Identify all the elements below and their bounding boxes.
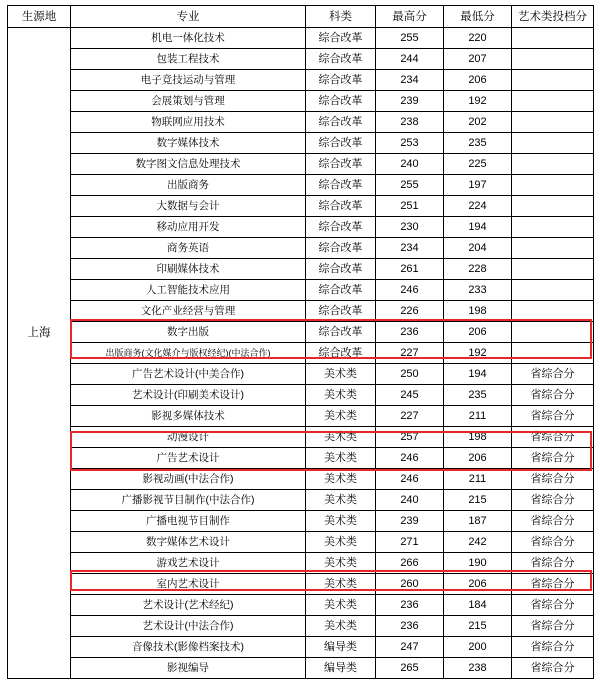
category-cell: 美术类 [306, 364, 376, 385]
art-score-cell [512, 70, 594, 91]
major-name-cell: 机电一体化技术 [71, 28, 306, 49]
lowest-score-cell: 206 [444, 574, 512, 595]
major-name-cell: 艺术设计(中法合作) [71, 616, 306, 637]
art-score-cell [512, 238, 594, 259]
header-region: 生源地 [8, 6, 71, 28]
lowest-score-cell: 184 [444, 595, 512, 616]
highest-score-cell: 246 [376, 448, 444, 469]
table-row [8, 154, 594, 175]
highest-score-cell: 260 [376, 574, 444, 595]
header-category: 科类 [306, 6, 376, 28]
table-row [8, 217, 594, 238]
lowest-score-cell: 202 [444, 112, 512, 133]
art-score-cell: 省综合分 [512, 406, 594, 427]
lowest-score-cell: 224 [444, 196, 512, 217]
lowest-score-cell: 220 [444, 28, 512, 49]
highest-score-cell: 234 [376, 238, 444, 259]
lowest-score-cell: 200 [444, 637, 512, 658]
category-cell: 美术类 [306, 553, 376, 574]
lowest-score-cell: 190 [444, 553, 512, 574]
art-score-cell [512, 91, 594, 112]
highest-score-cell: 227 [376, 343, 444, 364]
art-score-cell [512, 49, 594, 70]
art-score-cell: 省综合分 [512, 448, 594, 469]
category-cell: 美术类 [306, 532, 376, 553]
lowest-score-cell: 204 [444, 238, 512, 259]
table-header [8, 6, 594, 28]
table-row [8, 49, 594, 70]
table-row [8, 511, 594, 532]
highest-score-cell: 239 [376, 511, 444, 532]
table-row [8, 427, 594, 448]
major-name-cell: 文化产业经营与管理 [71, 301, 306, 322]
table-row [8, 70, 594, 91]
art-score-cell [512, 343, 594, 364]
art-score-cell: 省综合分 [512, 385, 594, 406]
category-cell: 综合改革 [306, 154, 376, 175]
table-row [8, 280, 594, 301]
major-name-cell: 出版商务(文化媒介与版权经纪)(中法合作) [71, 343, 306, 364]
art-score-cell: 省综合分 [512, 595, 594, 616]
table-row [8, 574, 594, 595]
lowest-score-cell: 194 [444, 364, 512, 385]
category-cell: 综合改革 [306, 217, 376, 238]
highest-score-cell: 257 [376, 427, 444, 448]
art-score-cell: 省综合分 [512, 364, 594, 385]
category-cell: 综合改革 [306, 133, 376, 154]
category-cell: 美术类 [306, 469, 376, 490]
major-name-cell: 音像技术(影像档案技术) [71, 637, 306, 658]
highest-score-cell: 240 [376, 490, 444, 511]
table-row [8, 133, 594, 154]
art-score-cell: 省综合分 [512, 469, 594, 490]
table-row [8, 112, 594, 133]
highest-score-cell: 230 [376, 217, 444, 238]
art-score-cell: 省综合分 [512, 532, 594, 553]
highest-score-cell: 245 [376, 385, 444, 406]
lowest-score-cell: 238 [444, 658, 512, 679]
art-score-cell [512, 196, 594, 217]
art-score-cell: 省综合分 [512, 553, 594, 574]
category-cell: 美术类 [306, 385, 376, 406]
highest-score-cell: 251 [376, 196, 444, 217]
major-name-cell: 室内艺术设计 [71, 574, 306, 595]
category-cell: 编导类 [306, 637, 376, 658]
lowest-score-cell: 187 [444, 511, 512, 532]
table-row [8, 658, 594, 679]
lowest-score-cell: 194 [444, 217, 512, 238]
category-cell: 综合改革 [306, 49, 376, 70]
category-cell: 编导类 [306, 658, 376, 679]
lowest-score-cell: 206 [444, 70, 512, 91]
category-cell: 综合改革 [306, 280, 376, 301]
art-score-cell: 省综合分 [512, 658, 594, 679]
major-name-cell: 出版商务 [71, 175, 306, 196]
major-name-cell: 艺术设计(艺术经纪) [71, 595, 306, 616]
lowest-score-cell: 192 [444, 343, 512, 364]
art-score-cell [512, 217, 594, 238]
category-cell: 美术类 [306, 595, 376, 616]
major-name-cell: 印刷媒体技术 [71, 259, 306, 280]
art-score-cell [512, 280, 594, 301]
major-name-cell: 大数据与会计 [71, 196, 306, 217]
lowest-score-cell: 235 [444, 385, 512, 406]
major-name-cell: 广播影视节目制作(中法合作) [71, 490, 306, 511]
highest-score-cell: 250 [376, 364, 444, 385]
lowest-score-cell: 242 [444, 532, 512, 553]
major-name-cell: 影视编导 [71, 658, 306, 679]
art-score-cell [512, 133, 594, 154]
table-row [8, 322, 594, 343]
lowest-score-cell: 215 [444, 616, 512, 637]
table-row [8, 343, 594, 364]
highest-score-cell: 255 [376, 175, 444, 196]
highest-score-cell: 234 [376, 70, 444, 91]
lowest-score-cell: 198 [444, 301, 512, 322]
table-row [8, 553, 594, 574]
region-cell: 上海 [8, 28, 71, 679]
lowest-score-cell: 233 [444, 280, 512, 301]
category-cell: 综合改革 [306, 196, 376, 217]
category-cell: 综合改革 [306, 175, 376, 196]
lowest-score-cell: 198 [444, 427, 512, 448]
art-score-cell [512, 322, 594, 343]
highest-score-cell: 236 [376, 595, 444, 616]
highest-score-cell: 266 [376, 553, 444, 574]
major-name-cell: 数字出版 [71, 322, 306, 343]
table-row [8, 238, 594, 259]
major-name-cell: 动漫设计 [71, 427, 306, 448]
highest-score-cell: 246 [376, 280, 444, 301]
table-row [8, 532, 594, 553]
art-score-cell [512, 112, 594, 133]
highest-score-cell: 226 [376, 301, 444, 322]
major-name-cell: 影视动画(中法合作) [71, 469, 306, 490]
table-row [8, 637, 594, 658]
category-cell: 综合改革 [306, 28, 376, 49]
admission-score-table [7, 5, 594, 679]
art-score-cell: 省综合分 [512, 427, 594, 448]
highest-score-cell: 236 [376, 616, 444, 637]
category-cell: 综合改革 [306, 322, 376, 343]
lowest-score-cell: 207 [444, 49, 512, 70]
table-row [8, 595, 594, 616]
major-name-cell: 移动应用开发 [71, 217, 306, 238]
highest-score-cell: 255 [376, 28, 444, 49]
header-lowest-score: 最低分 [444, 6, 512, 28]
table-row [8, 301, 594, 322]
table-row [8, 385, 594, 406]
header-highest-score: 最高分 [376, 6, 444, 28]
table-row [8, 364, 594, 385]
category-cell: 综合改革 [306, 259, 376, 280]
header-row [8, 6, 594, 28]
table-row [8, 406, 594, 427]
highest-score-cell: 238 [376, 112, 444, 133]
lowest-score-cell: 206 [444, 448, 512, 469]
category-cell: 美术类 [306, 448, 376, 469]
major-name-cell: 影视多媒体技术 [71, 406, 306, 427]
table-row [8, 196, 594, 217]
art-score-cell [512, 154, 594, 175]
category-cell: 美术类 [306, 616, 376, 637]
category-cell: 美术类 [306, 574, 376, 595]
highest-score-cell: 247 [376, 637, 444, 658]
table-row [8, 616, 594, 637]
table-row [8, 469, 594, 490]
highest-score-cell: 246 [376, 469, 444, 490]
lowest-score-cell: 215 [444, 490, 512, 511]
category-cell: 综合改革 [306, 238, 376, 259]
category-cell: 综合改革 [306, 301, 376, 322]
major-name-cell: 商务英语 [71, 238, 306, 259]
art-score-cell: 省综合分 [512, 511, 594, 532]
art-score-cell [512, 259, 594, 280]
art-score-cell: 省综合分 [512, 637, 594, 658]
highest-score-cell: 236 [376, 322, 444, 343]
category-cell: 综合改革 [306, 70, 376, 91]
category-cell: 综合改革 [306, 112, 376, 133]
lowest-score-cell: 211 [444, 406, 512, 427]
category-cell: 美术类 [306, 427, 376, 448]
lowest-score-cell: 192 [444, 91, 512, 112]
lowest-score-cell: 197 [444, 175, 512, 196]
highest-score-cell: 253 [376, 133, 444, 154]
art-score-cell [512, 28, 594, 49]
lowest-score-cell: 225 [444, 154, 512, 175]
major-name-cell: 包装工程技术 [71, 49, 306, 70]
table-row [8, 490, 594, 511]
category-cell: 综合改革 [306, 91, 376, 112]
major-name-cell: 电子竞技运动与管理 [71, 70, 306, 91]
highest-score-cell: 261 [376, 259, 444, 280]
major-name-cell: 广告艺术设计 [71, 448, 306, 469]
art-score-cell [512, 301, 594, 322]
major-name-cell: 广告艺术设计(中美合作) [71, 364, 306, 385]
lowest-score-cell: 235 [444, 133, 512, 154]
major-name-cell: 会展策划与管理 [71, 91, 306, 112]
header-art-admission-score: 艺术类投档分 [512, 6, 594, 28]
table-row [8, 91, 594, 112]
major-name-cell: 数字图文信息处理技术 [71, 154, 306, 175]
category-cell: 美术类 [306, 406, 376, 427]
highest-score-cell: 271 [376, 532, 444, 553]
major-name-cell: 物联网应用技术 [71, 112, 306, 133]
art-score-cell: 省综合分 [512, 616, 594, 637]
lowest-score-cell: 211 [444, 469, 512, 490]
highest-score-cell: 244 [376, 49, 444, 70]
table-row [8, 175, 594, 196]
art-score-cell [512, 175, 594, 196]
highest-score-cell: 265 [376, 658, 444, 679]
table-row [8, 28, 594, 49]
lowest-score-cell: 206 [444, 322, 512, 343]
major-name-cell: 人工智能技术应用 [71, 280, 306, 301]
major-name-cell: 数字媒体艺术设计 [71, 532, 306, 553]
table-row [8, 259, 594, 280]
header-major: 专业 [71, 6, 306, 28]
major-name-cell: 数字媒体技术 [71, 133, 306, 154]
table-body [8, 28, 594, 679]
category-cell: 美术类 [306, 511, 376, 532]
category-cell: 美术类 [306, 490, 376, 511]
major-name-cell: 艺术设计(印刷美术设计) [71, 385, 306, 406]
table-page [0, 5, 600, 674]
art-score-cell: 省综合分 [512, 574, 594, 595]
major-name-cell: 游戏艺术设计 [71, 553, 306, 574]
art-score-cell: 省综合分 [512, 490, 594, 511]
highest-score-cell: 227 [376, 406, 444, 427]
lowest-score-cell: 228 [444, 259, 512, 280]
highest-score-cell: 239 [376, 91, 444, 112]
category-cell: 综合改革 [306, 343, 376, 364]
major-name-cell: 广播电视节目制作 [71, 511, 306, 532]
highest-score-cell: 240 [376, 154, 444, 175]
table-row [8, 448, 594, 469]
